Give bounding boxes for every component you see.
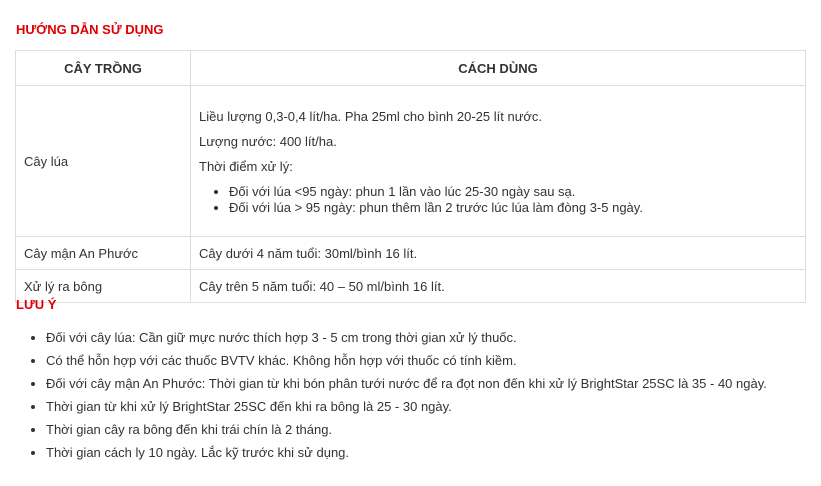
usage-cell-rice xyxy=(191,86,806,237)
list-item: • Đối với cây lúa: Cần giữ mực nước thích hợp 3 - 5 cm trong thời gian xử lý thuốc. xyxy=(46,326,816,349)
usage-guide-heading: HƯỚNG DẪN SỬ DỤNG xyxy=(16,22,164,37)
notes-list xyxy=(0,326,816,464)
rice-dosage: Liều lượng 0,3-0,4 lít/ha. Pha 25ml cho bình 20-25 lít nước. xyxy=(199,108,543,124)
table-row-rice xyxy=(16,86,806,237)
table-row-plum xyxy=(16,237,806,270)
notes-heading: LƯU Ý xyxy=(16,297,57,312)
table-row-flowering xyxy=(16,270,806,303)
rice-timing-list xyxy=(199,184,797,216)
usage-cell-flowering: Cây trên 5 năm tuổi: 40 – 50 ml/bình 16 lít. xyxy=(191,270,806,303)
crop-cell-plum: Cây mận An Phước xyxy=(16,237,191,270)
crop-cell-flowering: Xử lý ra bông xyxy=(16,270,191,303)
usage-cell-plum: Cây dưới 4 năm tuổi: 30ml/bình 16 lít. xyxy=(191,237,806,270)
list-item: • Đối với lúa > 95 ngày: phun thêm lần 2 trước lúc lúa làm đòng 3-5 ngày. xyxy=(229,200,797,216)
list-item: • Có thể hỗn hợp với các thuốc BVTV khác. Không hỗn hợp với thuốc có tính kiềm. xyxy=(46,349,816,372)
column-header-crop: CÂY TRỒNG xyxy=(16,51,191,86)
usage-table xyxy=(15,50,806,303)
column-header-usage: CÁCH DÙNG xyxy=(191,51,806,86)
list-item: • Đối với cây mận An Phước: Thời gian từ khi bón phân tưới nước để ra đọt non đến khi xử lý BrightStar 25SC là 35 - 40 ngày. xyxy=(46,372,816,395)
list-item: • Đối với lúa <95 ngày: phun 1 lần vào lúc 25-30 ngày sau sạ. xyxy=(229,184,797,200)
rice-water-amount: Lượng nước: 400 lít/ha. xyxy=(199,133,337,149)
crop-cell-rice: Cây lúa xyxy=(16,86,191,237)
list-item: • Thời gian từ khi xử lý BrightStar 25SC đến khi ra bông là 25 - 30 ngày. xyxy=(46,395,816,418)
list-item: • Thời gian cây ra bông đến khi trái chín là 2 tháng. xyxy=(46,418,816,441)
table-header-row xyxy=(16,51,806,86)
list-item: • Thời gian cách ly 10 ngày. Lắc kỹ trước khi sử dụng. xyxy=(46,441,816,464)
rice-timing-label: Thời điểm xử lý: xyxy=(199,158,293,174)
